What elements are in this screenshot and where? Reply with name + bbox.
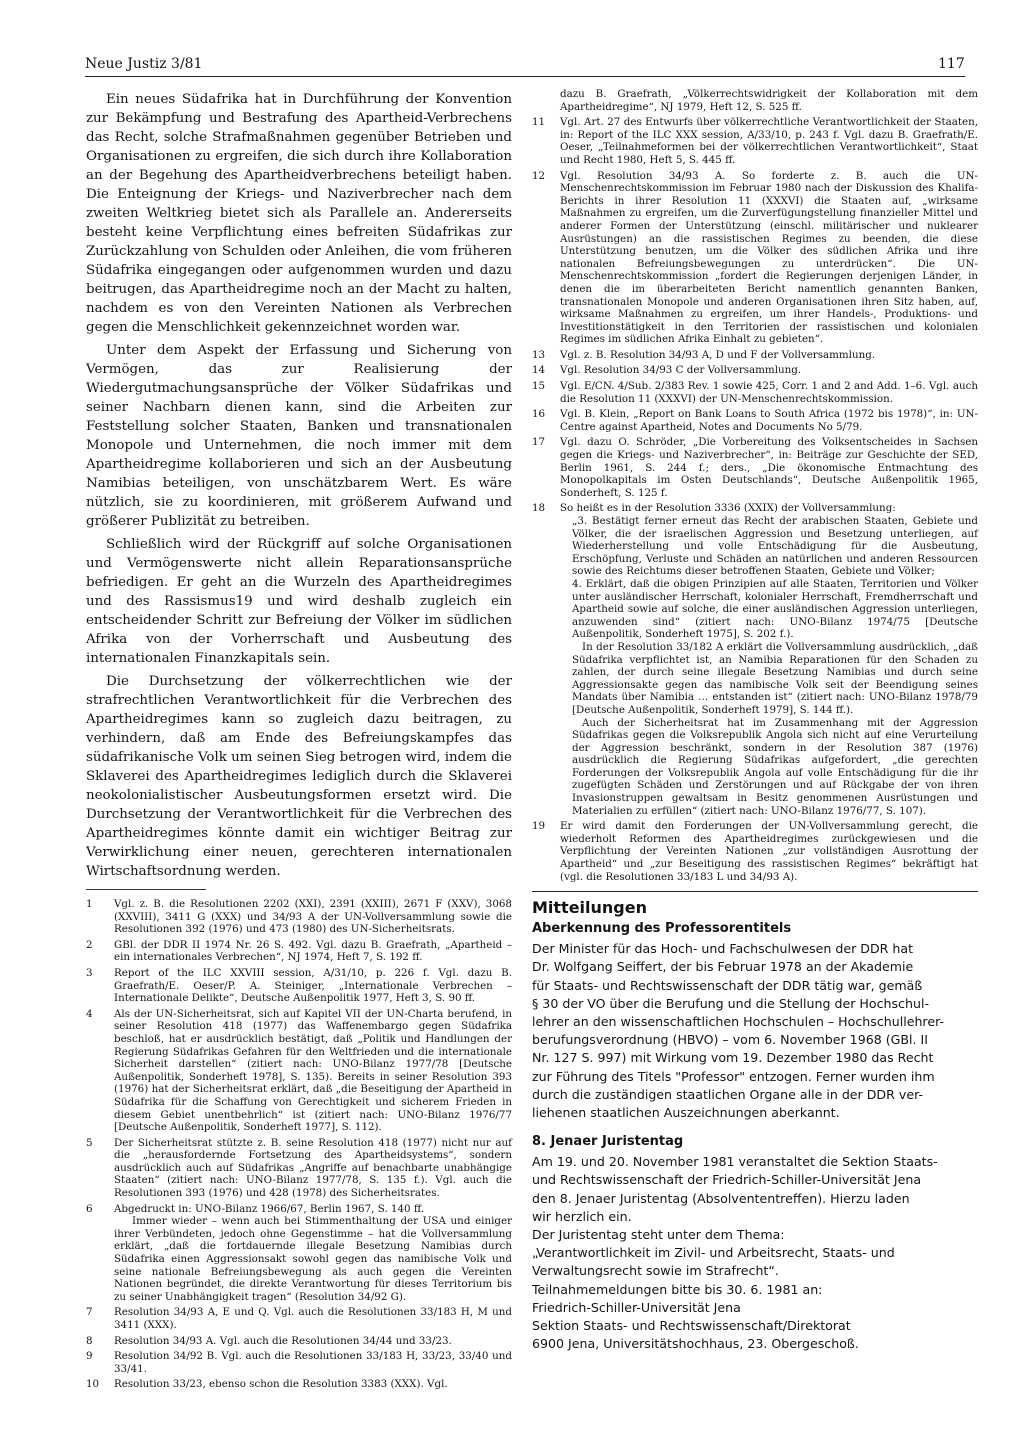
text-line: Dr. Wolfgang Seiffert, der bis Februar 1978 an der Akademie — [532, 959, 914, 975]
footnote-body: Vgl. E/CN. 4/Sub. 2/383 Rev. 1 sowie 425, Corr. 1 and 2 and Add. 1–6. Vgl. auch die Resolution 11 (XXXVI) der UN-Menschenrechtskommission. — [560, 380, 978, 405]
footnote — [532, 820, 978, 883]
footnote-text — [114, 1335, 512, 1348]
footnote-body: Resolution 34/93 A, E und Q. Vgl. auch die Resolutionen 33/183 H, M und 3411 (XXX). — [114, 1306, 512, 1331]
paragraph: Die Durchsetzung der völkerrechtlichen wie der strafrechtlichen Verantwortlichkeit für die Verbrechen des Apartheidregimes kann so zugleich dazu beitragen, zu verhindern, daß am Ende des Befreiungskampfes das südafrikanische Volk um seinen Sieg betrogen wird, indem die Sklaverei des Apartheidregimes lediglich durch die Sklaverei neokolonialistischer Ausbeutungsformen ersetzt wird. Die Durchsetzung der Verantwortlichkeit für die Verbrechen des Apartheidregimes könnte damit ein wichtiger Beitrag zur Verwirklichung einer neuen, gerechteren internationalen Wirtschaftsordnung werden. — [86, 674, 512, 879]
footnote-text — [560, 170, 978, 346]
footnote-number: 2 — [86, 938, 93, 951]
footnote-number: 6 — [86, 1202, 93, 1215]
subsection-heading: 8. Jenaer Juristentag — [532, 1134, 684, 1150]
footnote — [532, 88, 978, 113]
journal-title: Neue Justiz 3/81 — [85, 56, 203, 72]
footnote-number: 3 — [86, 966, 93, 979]
footnote-text — [114, 1008, 512, 1134]
footnote-number: 12 — [532, 169, 546, 182]
text-line: Sektion Staats- und Rechtswissenschaft/Direktorat — [532, 1318, 851, 1334]
footnote-body: Report of the ILC XXVIII session, A/31/10, p. 226 f. Vgl. dazu B. Graefrath/E. Oeser/P. A. Steiniger, „Internationale Verbrechen – Internationale Delikte“, Deutsche Außenpolitik 1977, Heft 3, S. 90 ff. — [114, 966, 512, 1005]
footnote — [86, 1306, 512, 1331]
text-line: Am 19. und 20. November 1981 veranstaltet die Sektion Staats- — [532, 1154, 938, 1170]
footnote — [86, 967, 512, 1005]
footnote-continuation: Immer wieder – wenn auch bei Stimmenthaltung der USA und einiger ihrer Verbündeten, jedoch ohne Gegenstimme – hat die Vollversammlung erklärt, „daß die fortdauernde illegale Besetzung Namibias durch Südafrika einen Aggressionsakt sowohl gegen das namibische Volk und seine nationale Befreiungsbewegung als auch gegen die Vereinten Nationen begründet, die direkte Verantwortung für dieses Territorium bis zu seiner Unabhängigkeit tragen“ (Resolution 34/92 G). — [114, 1215, 512, 1303]
footnote-number: 8 — [86, 1334, 93, 1347]
footnotes-left — [86, 898, 512, 1391]
footnote-body: Vgl. Resolution 34/93 C der Vollversammlung. — [560, 364, 802, 377]
footnote-number — [532, 88, 560, 113]
footnote-text — [560, 364, 978, 377]
footnote-text — [114, 898, 512, 936]
footnote — [86, 898, 512, 936]
footnote-text — [114, 967, 512, 1005]
footnote-quote: Auch der Sicherheitsrat hat im Zusammenhang mit der Aggression Südafrikas gegen die Volksrepublik Angola sich nicht auf eine Verurteilung der Aggression beschränkt, sondern in der Resolution 387 (1976) ausdrücklich die Regierung Südafrikas aufgefordert, „die gerechten Forderungen der Volksrepublik Angola auf volle Entschädigung für die ihr zugefügten Schäden und Zerstörungen und auf Rückgabe der von ihren Invasionstruppen gewaltsam in Besitz genommenen Ausrüstungen und Materialien zu erfüllen“ (zitiert nach: UNO-Bilanz 1976/77, S. 107). — [572, 716, 978, 817]
header-rule — [85, 76, 965, 77]
footnote-body: Der Sicherheitsrat stützte z. B. seine Resolution 418 (1977) nicht nur auf die „herausfordernde Fortsetzung des Apartheidsystems“, sondern ausdrücklich auch auf Südafrikas „Angriffe auf benachbarte unabhängige Staaten“ (zitiert nach: UNO-Bilanz 1977/78, S. 135 f.). Vgl. auch die Resolutionen 393 (1976) und 428 (1978) des Sicherheitsrates. — [114, 1136, 512, 1200]
footnote-body: Vgl. z. B. die Resolutionen 2202 (XXI), 2391 (XXIII), 2671 F (XXV), 3068 (XXVIII), 3411 G (XXX) und 34/93 A der UN-Vollversammlung sowie die Resolutionen 392 (1976) und 473 (1980) des UN-Sicherheitsrats. — [114, 898, 512, 936]
footnote — [86, 1137, 512, 1200]
footnote — [86, 1335, 512, 1348]
footnote-number: 15 — [532, 380, 546, 393]
footnote — [532, 364, 978, 377]
footnote — [86, 939, 512, 964]
footnote-text — [114, 1350, 512, 1375]
text-line: 6900 Jena, Universitätshochhaus, 23. Obergeschoß. — [532, 1336, 859, 1352]
footnote — [86, 1350, 512, 1375]
footnote — [532, 408, 978, 433]
page-number: 117 — [938, 56, 965, 72]
text-line: „Verantwortlichkeit im Zivil- und Arbeitsrecht, Staats- und — [532, 1245, 895, 1261]
text-line: für Staats- und Rechtswissenschaft der DDR tätig war, gemäß — [532, 977, 923, 993]
footnote-number: 13 — [532, 348, 546, 361]
footnote — [532, 502, 978, 817]
text-line: liehenen staatlichen Auszeichnungen aberkannt. — [532, 1105, 840, 1121]
text-line: den 8. Jenaer Juristentag (Absolvententreffen). Hierzu laden — [532, 1190, 910, 1206]
footnote-body: Resolution 33/23, ebenso schon die Resolution 3383 (XXX). Vgl. — [114, 1378, 448, 1391]
footnote-number: 7 — [86, 1306, 93, 1319]
footnote-text — [560, 88, 978, 113]
footnote-number: 18 — [532, 502, 546, 515]
section-separator — [532, 891, 978, 892]
text-line: und Rechtswissenschaft der Friedrich-Schiller-Universität Jena — [532, 1172, 922, 1188]
footnote-number: 10 — [86, 1378, 100, 1391]
footnotes-right — [532, 88, 978, 883]
footnote-body: dazu B. Graefrath, „Völkerrechtswidrigkeit der Kollaboration mit dem Apartheidregime“, NJ 1979, Heft 12, S. 525 ff. — [560, 88, 978, 113]
text-line: lehrer an den wissenschaftlichen Hochschulen – Hochschullehrer- — [532, 1014, 944, 1030]
text-line: Nr. 127 S. 997) mit Wirkung vom 19. Dezember 1980 das Recht — [532, 1050, 934, 1066]
footnote-number: 4 — [86, 1007, 93, 1020]
footnote-body: Resolution 34/92 B. Vgl. auch die Resolutionen 33/183 H, 33/23, 33/40 und 33/41. — [114, 1350, 512, 1375]
footnote — [86, 1378, 512, 1391]
footnote — [86, 1008, 512, 1134]
announcement-text — [532, 940, 978, 1122]
paragraph: Ein neues Südafrika hat in Durchführung der Konvention zur Bekämpfung und Bestrafung des Apartheid-Verbrechens das Recht, solche Strafmaßnahmen gegenüber Betrieben und Organisationen zu ergreifen, die sich durch ihre Kollaboration an der Begehung des Apartheidverbrechens beteiligt haben. Die Enteignung der Kriegs- und Naziverbrecher nach dem zweiten Weltkrieg bietet sich als Parallele an. Andererseits besteht keine Verpflichtung eines befreiten Südafrikas zur Zurückzahlung von Schulden oder Anleihen, die vom früheren Südafrika eingegangen oder aufgenommen wurden und dazu beitrugen, das Apartheidregime noch an der Macht zu halten, nachdem es von den Vereinten Nationen als Verbrechen gegen die Menschlichkeit gekennzeichnet worden war. — [86, 92, 512, 335]
announcement-text — [532, 1153, 978, 1353]
text-line: berufungsverordnung (HBVO) – vom 6. November 1968 (GBl. II — [532, 1032, 928, 1048]
footnote-body: Als der UN-Sicherheitsrat, sich auf Kapitel VII der UN-Charta berufend, in seiner Resolution 418 (1977) das Waffenembargo gegen Südafrika beschloß, hat er ausdrücklich bestätigt, daß „Politik und Handlungen der Regierung Südafrikas Gefahren für den Weltfrieden und die internationale Sicherheit darstellen“ (zitiert nach: UNO-Bilanz 1977/78 [Deutsche Außenpolitik, Sonderheft 1978], S. 135). Bereits in seiner Resolution 393 (1976) hat der Sicherheitsrat erklärt, daß „die Beseitigung der Apartheid in Südafrika für die Schaffung von Gerechtigkeit und sicherem Frieden in diesem Gebiet unentbehrlich“ ist (zitiert nach: UNO-Bilanz 1976/77 [Deutsche Außenpolitik, Sonderheft 1977], S. 112). — [114, 1007, 512, 1134]
footnote-text — [114, 1378, 512, 1391]
footnote — [86, 1203, 512, 1304]
footnote-text — [114, 1203, 512, 1304]
footnote-body: Er wird damit den Forderungen der UN-Vollversammlung gerecht, die wiederholt Reformen des Apartheidregimes zurückgewiesen und die Verpflichtung der Vereinten Nationen „zur vollständigen Ausrottung der Apartheid“ und „zur Beseitigung des rassistischen Regimes“ bekräftigt hat (vgl. die Resolutionen 33/183 L und 34/93 A). — [560, 820, 978, 883]
footnote-text — [560, 349, 978, 362]
footnote-text — [560, 436, 978, 499]
footnote — [532, 380, 978, 405]
text-line: § 30 der VO über die Berufung und die Stellung der Hochschul- — [532, 995, 929, 1011]
text-line: Der Juristentag steht unter dem Thema: — [532, 1227, 785, 1243]
footnote-text — [560, 820, 978, 883]
subsection-heading: Aberkennung des Professorentitels — [532, 921, 792, 937]
footnote-text — [560, 408, 978, 433]
left-column — [86, 90, 512, 1394]
footnote-body: Abgedruckt in: UNO-Bilanz 1966/67, Berlin 1967, S. 140 ff. — [114, 1202, 425, 1215]
footnote-number: 17 — [532, 436, 546, 449]
right-column — [532, 88, 978, 1353]
text-line: Friedrich-Schiller-Universität Jena — [532, 1299, 741, 1315]
footnote-number: 14 — [532, 364, 546, 377]
footnote-text — [560, 502, 978, 817]
footnote — [532, 170, 978, 346]
footnote-number: 16 — [532, 408, 546, 421]
paragraph: Schließlich wird der Rückgriff auf solche Organisationen und Vermögenswerte nicht allein Reparationsansprüche befriedigen. Er geht an die Wurzeln des Apartheidregimes und des Rassismus19 und wird deshalb zugleich ein entscheidender Schritt zur Befreiung der Völker im südlichen Afrika von der Vorherrschaft und Ausbeutung des internationalen Finanzkapitals sein. — [86, 537, 512, 666]
text-line: Teilnahmemeldungen bitte bis 30. 6. 1981 an: — [532, 1281, 823, 1297]
footnote-text — [114, 1306, 512, 1331]
footnote-number: 9 — [86, 1350, 93, 1363]
text-line: wir herzlich ein. — [532, 1208, 632, 1224]
footnote-text — [114, 939, 512, 964]
footnote-body: Vgl. dazu O. Schröder, „Die Vorbereitung des Volksentscheides in Sachsen gegen die Kriegs- und Naziverbrecher“, in: Beiträge zur Geschichte der SED, Berlin 1961, S. 244 f.; ders., „Die ökonomische Entmachtung des Monopolkapitals im Osten Deutschlands“, Deutsche Außenpolitik 1965, Sonderheft, S. 125 f. — [560, 436, 978, 499]
footnote-body: Vgl. z. B. Resolution 34/93 A, D und F der Vollversammlung. — [560, 348, 876, 361]
article-body — [86, 90, 512, 881]
footnote-text — [560, 380, 978, 405]
footnote-text — [114, 1137, 512, 1200]
text-line: Der Minister für das Hoch- und Fachschulwesen der DDR hat — [532, 941, 914, 957]
footnote-number: 5 — [86, 1136, 93, 1149]
text-line: zur Führung des Titels "Professor" entzogen. Ferner wurden ihm — [532, 1068, 935, 1084]
footnote-body: Vgl. Resolution 34/93 A. So forderte z. B. auch die UN-Menschenrechtskommission im Februar 1980 nach der Diskussion des Khalifa-Berichts in ihrer Resolution 11 (XXXVI) die Staaten auf, „wirksame Maßnahmen zu ergreifen, um die Zurverfügungstellung finanzieller Mittel und anderer Formen der Unterstützung (einschl. militärischer und nuklearer Ausrüstungen) an die rassistischen Regimes zu beenden, die diese Unterstützung benutzen, um die Völker des südlichen Afrika und ihre nationalen Befreiungsbewegungen zu unterdrücken“. Die UN-Menschenrechtskommission „fordert die Regierungen derjenigen Länder, in denen die im überarbeiteten Bericht namentlich genannten Banken, transnationalen Monopole und anderen Organisationen ihren Sitz haben, auf, wirksame Maßnahmen zu ergreifen, um ihrer Handels-, Produktions- und Investitionstätigkeit in den Territorien der rassistischen und kolonialen Regimes im südlichen Afrika Einhalt zu gebieten“. — [560, 169, 978, 346]
footnote — [532, 349, 978, 362]
text-line: Verwaltungsrecht sowie im Strafrecht“. — [532, 1263, 779, 1279]
footnote-quote: In der Resolution 33/182 A erklärt die Vollversammlung ausdrücklich, „daß Südafrika verpflichtet ist, an Namibia Reparationen für den Schaden zu zahlen, der durch seine illegale Besetzung Namibias und durch seine Aggressionsakte gegen das namibische Volk seit der Beendigung seines Mandats über Namibia … entstanden ist“ (zitiert nach: UNO-Bilanz 1978/79 [Deutsche Außenpolitik, Sonderheft 1979], S. 144 ff.). — [572, 640, 978, 716]
footnote-body: Vgl. Art. 27 des Entwurfs über völkerrechtliche Verantwortlichkeit der Staaten, in: Report of the ILC XXX session, A/33/10, p. 243 f. Vgl. dazu B. Graefrath/E. Oeser, „Teilnahmeformen bei der völkerrechtlichen Verantwortlichkeit“, Staat und Recht 1980, Heft 5, S. 445 ff. — [560, 116, 978, 166]
footnote-number: 11 — [532, 116, 546, 129]
footnote-body: GBl. der DDR II 1974 Nr. 26 S. 492. Vgl. dazu B. Graefrath, „Apartheid – ein internationales Verbrechen“, NJ 1974, Heft 7, S. 192 ff. — [114, 938, 512, 964]
paragraph: Unter dem Aspekt der Erfassung und Sicherung von Vermögen, das zur Realisierung der Wiedergutmachungsansprüche der Völker Südafrikas und seiner Nachbarn dienen kann, sind die Arbeiten zur Feststellung solcher Staaten, Banken und transnationalen Monopole und Unternehmen, die noch immer mit dem Apartheidregime kollaborieren und sich an der Ausbeutung Namibias beteiligen, von unschätzbarem Wert. Es wäre nützlich, sie zu koordinieren, mit größerem Aufwand und größerer Publizität zu betreiben. — [86, 343, 512, 529]
footnote-number: 19 — [532, 820, 546, 833]
footnote-quote: „3. Bestätigt ferner erneut das Recht der arabischen Staaten, Gebiete und Völker, die der israelischen Aggression und Besetzung unterliegen, auf Wiederherstellung und volle Entschädigung für die Ausbeutung, Erschöpfung, Verluste und Schäden an natürlichen und anderen Ressourcen sowie des Reichtums dieser betroffenen Staaten, Gebiete und Völker; — [572, 515, 978, 578]
section-heading: Mitteilungen — [532, 898, 647, 918]
footnote — [532, 116, 978, 166]
footnote-rule — [86, 889, 206, 890]
text-line: durch die zuständigen staatlichen Organe alle in der DDR ver- — [532, 1086, 924, 1102]
footnote-quote: 4. Erklärt, daß die obigen Prinzipien auf alle Staaten, Territorien und Völker unter ausländischer Herrschaft, kolonialer Herrschaft, Fremdherrschaft und Apartheid sowie auf solche, die einer ausländischen Aggression unterliegen, anzuwenden sind“ (zitiert nach: UNO-Bilanz 1974/75 [Deutsche Außenpolitik, Sonderheft 1975], S. 202 f.). — [572, 577, 978, 641]
footnote-body: So heißt es in der Resolution 3336 (XXIX) der Vollversammlung: — [560, 502, 896, 515]
footnote-body: Vgl. B. Klein, „Report on Bank Loans to South Africa (1972 bis 1978)“, in: UN-Centre against Apartheid, Notes and Documents No 5/79. — [560, 408, 978, 433]
footnote-body: Resolution 34/93 A. Vgl. auch die Resolutionen 34/44 und 33/23. — [114, 1334, 452, 1347]
footnote-text — [560, 116, 978, 166]
footnote — [532, 436, 978, 499]
footnote-number: 1 — [86, 898, 93, 910]
